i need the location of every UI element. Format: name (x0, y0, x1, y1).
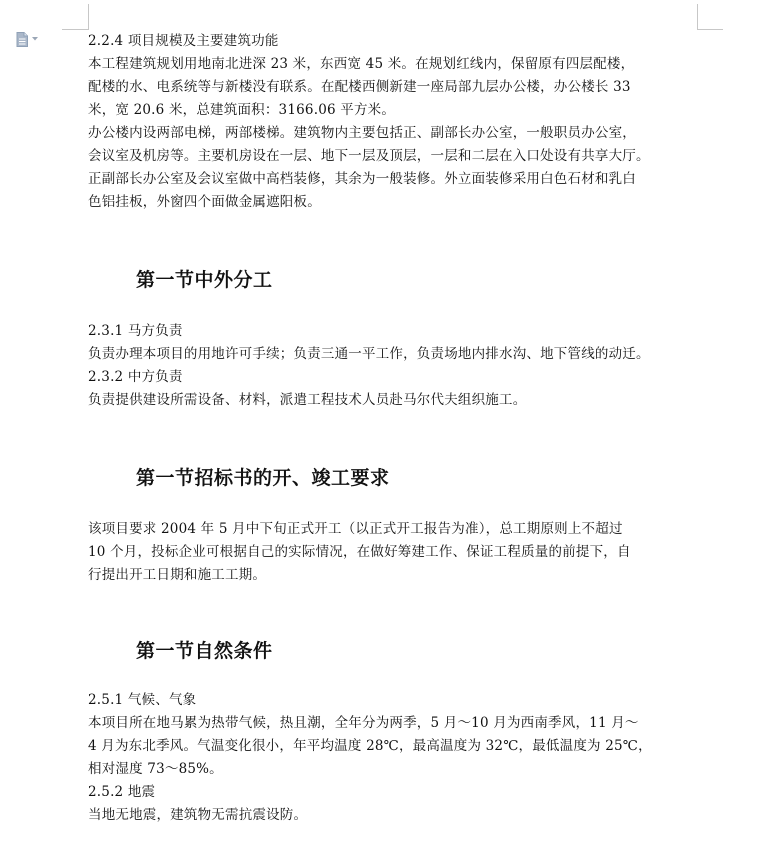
paragraph-line: 当地无地震，建筑物无需抗震设防。 (88, 807, 308, 823)
paragraph-line: 4 月为东北季风。气温变化很小，年平均温度 28℃，最高温度为 32℃，最低温度为 25℃， (88, 738, 652, 754)
paragraph-line: 相对湿度 73～85%。 (88, 761, 223, 777)
crop-mark-top-right (697, 4, 698, 30)
section-heading-tender-requirements: 第一节招标书的开、竣工要求 (136, 467, 390, 489)
section-title-2-3-1: 2.3.1 马方负责 (88, 323, 183, 339)
paragraph-line: 办公楼内设两部电梯，两部楼梯。建筑物内主要包括正、副部长办公室，一般职员办公室， (88, 125, 636, 141)
paragraph-line: 色铝挂板，外窗四个面做金属遮阳板。 (88, 194, 321, 210)
paragraph-line: 本工程建筑规划用地南北进深 23 米，东西宽 45 米。在规划红线内，保留原有四层配楼， (88, 56, 635, 72)
section-title-2-5-1: 2.5.1 气候、气象 (88, 692, 197, 708)
document-outline-button[interactable] (16, 31, 44, 47)
paragraph-line: 该项目要求 2004 年 5 月中下旬正式开工（以正式开工报告为准），总工期原则上不超过 (88, 521, 623, 537)
chevron-down-icon (32, 37, 38, 41)
document-icon (16, 32, 28, 47)
paragraph-line: 本项目所在地马累为热带气候，热且潮，全年分为两季，5 月～10 月为西南季风，11 月～ (88, 715, 639, 731)
paragraph-line: 会议室及机房等。主要机房设在一层、地下一层及顶层，一层和二层在入口处设有共享大厅。 (88, 148, 650, 164)
section-title-2-2-4: 2.2.4 项目规模及主要建筑功能 (88, 33, 279, 49)
paragraph-line: 正副部长办公室及会议室做中高档装修，其余为一般装修。外立面装修采用白色石材和乳白 (88, 171, 636, 187)
paragraph-line: 米，宽 20.6 米，总建筑面积：3166.06 平方米。 (88, 102, 396, 118)
crop-mark-top-left-horizontal (62, 29, 89, 30)
section-title-2-3-2: 2.3.2 中方负责 (88, 369, 183, 385)
paragraph-line: 负责办理本项目的用地许可手续；负责三通一平工作，负责场地内排水沟、地下管线的动迁。 (88, 346, 650, 362)
paragraph-line: 配楼的水、电系统等与新楼没有联系。在配楼西侧新建一座局部九层办公楼，办公楼长 33 (88, 79, 631, 95)
crop-mark-top-left (88, 4, 89, 30)
section-title-2-5-2: 2.5.2 地震 (88, 784, 156, 800)
section-heading-division: 第一节中外分工 (136, 269, 273, 291)
paragraph-line: 行提出开工日期和施工工期。 (88, 567, 267, 583)
section-heading-natural-conditions: 第一节自然条件 (136, 640, 273, 662)
paragraph-line: 10 个月，投标企业可根据自己的实际情况，在做好筹建工作、保证工程质量的前提下，自 (88, 544, 631, 560)
paragraph-line: 负责提供建设所需设备、材料，派遣工程技术人员赴马尔代夫组织施工。 (88, 392, 527, 408)
document-body (88, 30, 703, 827)
